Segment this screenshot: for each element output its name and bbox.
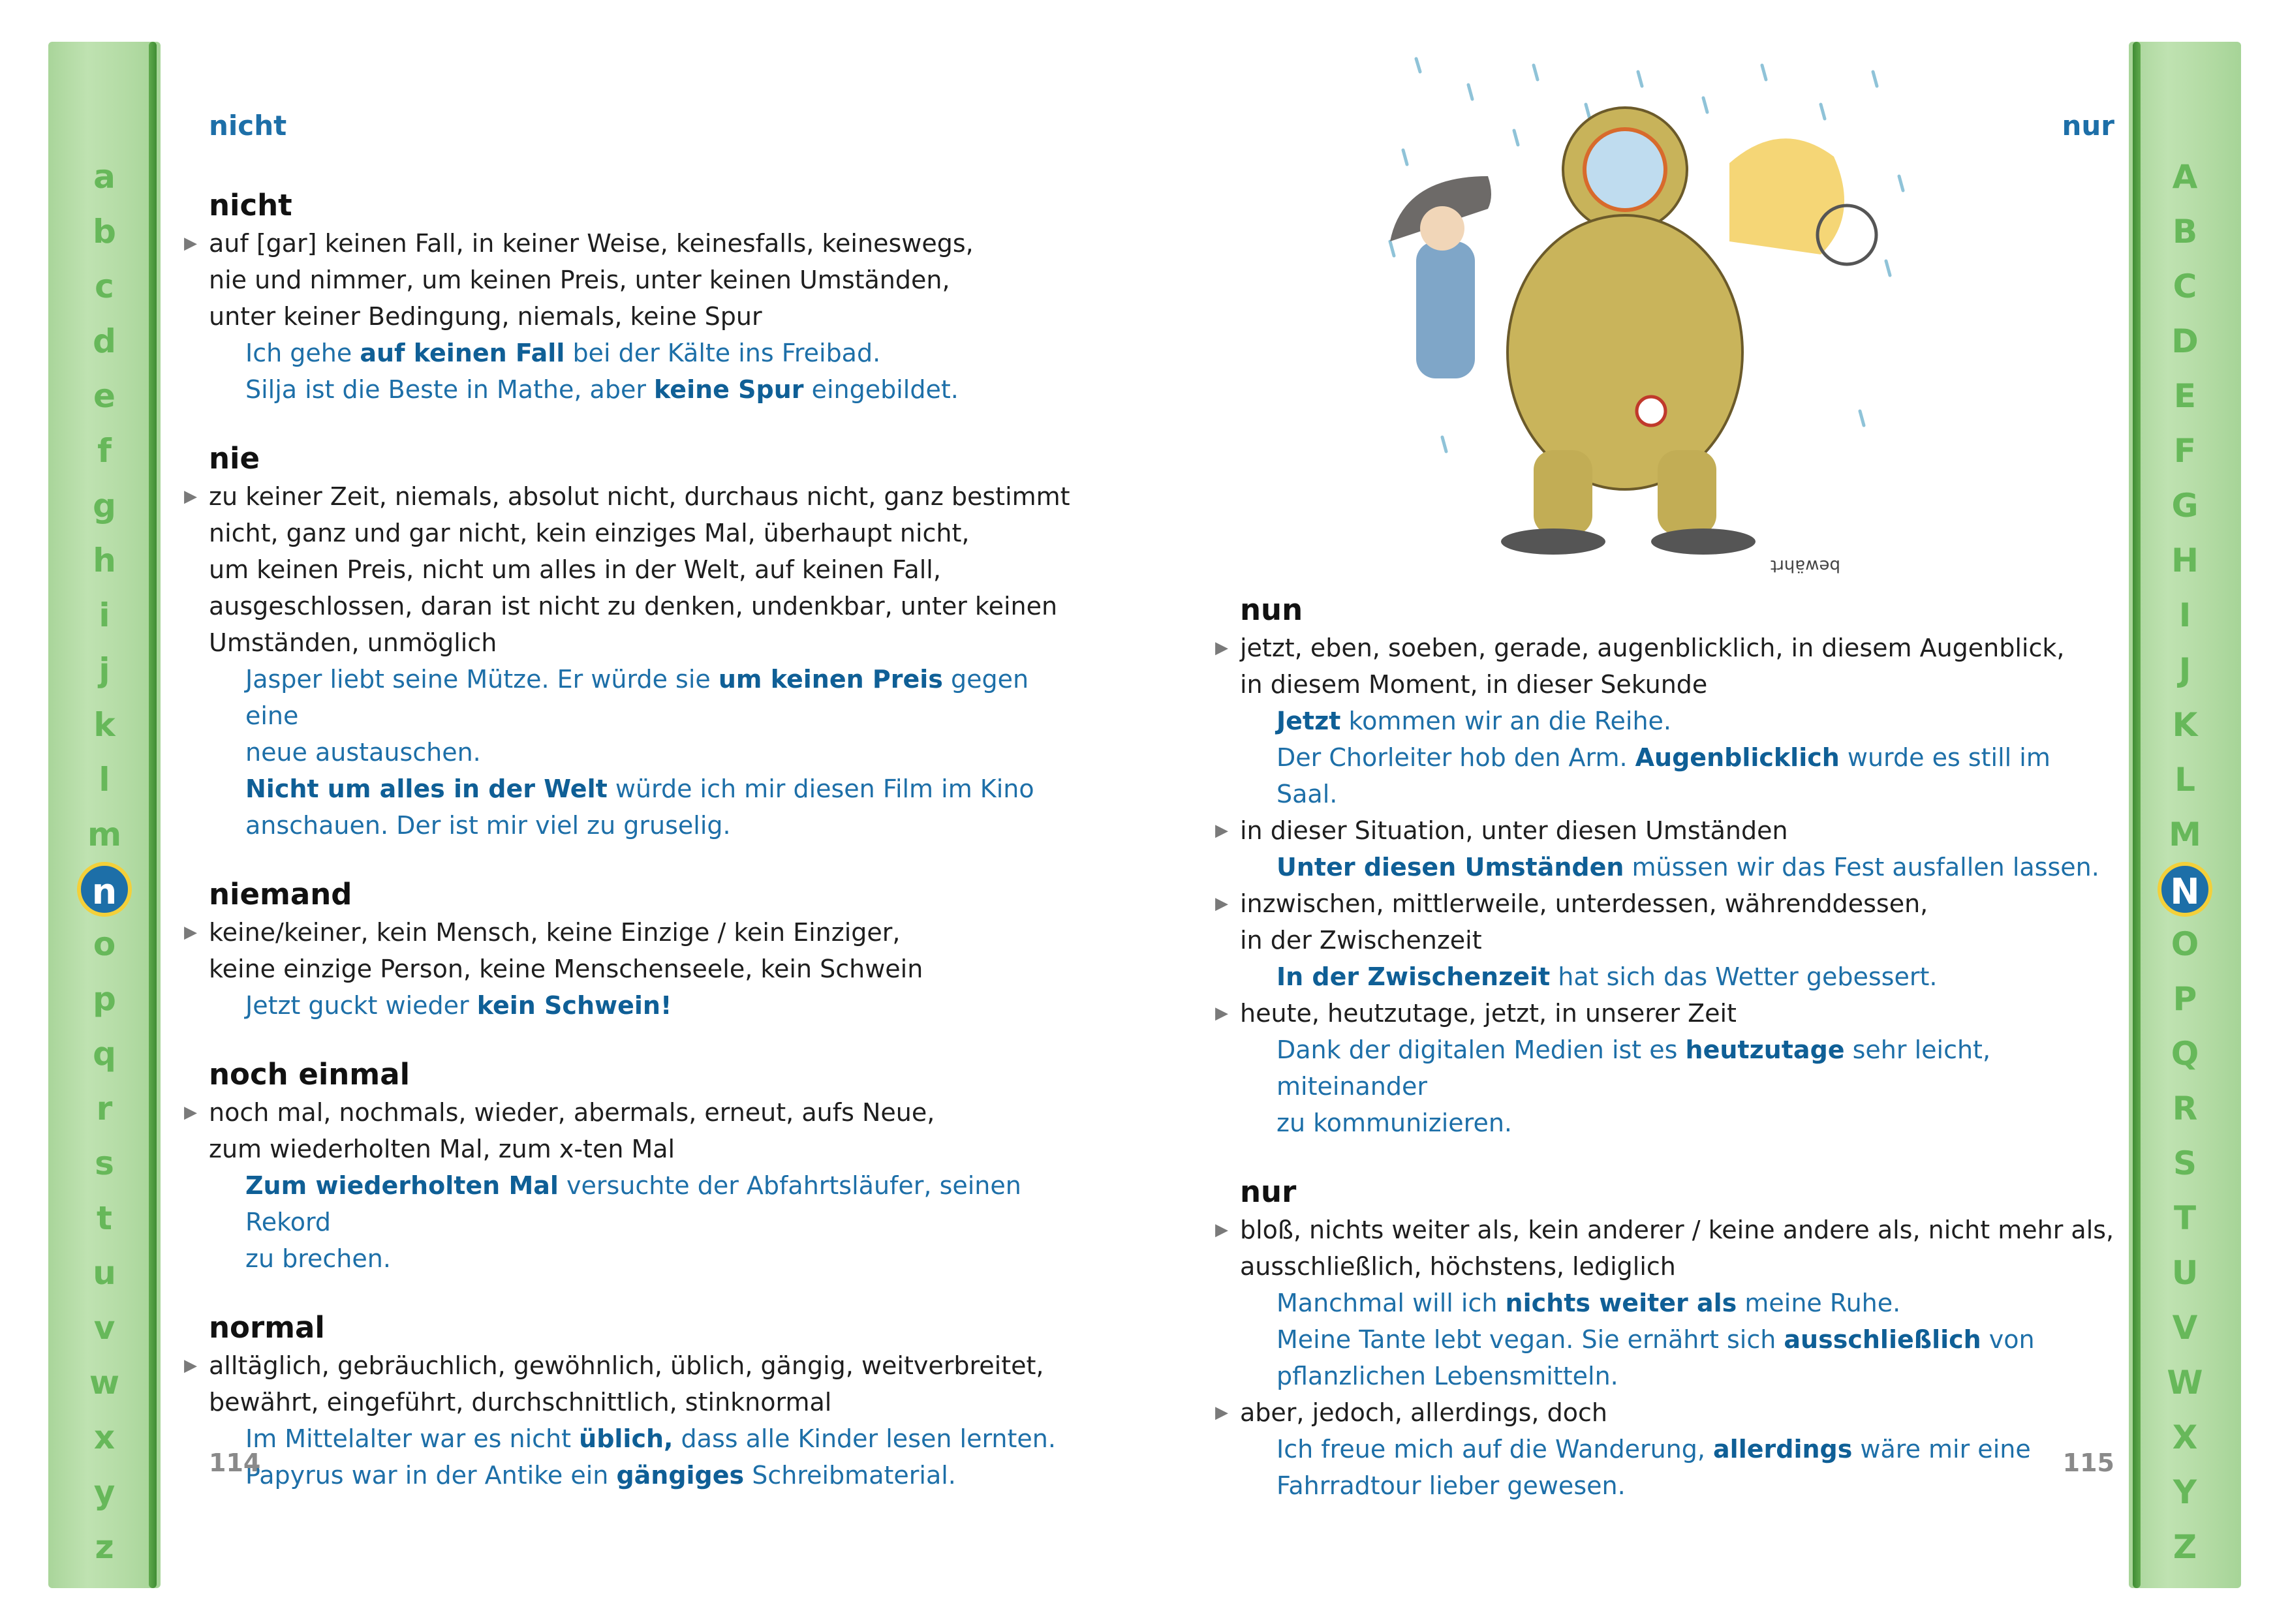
letter-label: b (93, 213, 116, 251)
synonym-text: nie und nimmer, um keinen Preis, unter keinen Umständen, (209, 266, 950, 294)
right-letter-v[interactable] (2149, 1300, 2221, 1355)
example-highlight: heutzutage (1685, 1035, 1845, 1064)
letter-label: Z (2173, 1528, 2197, 1566)
letter-label: Y (2173, 1473, 2197, 1511)
letter-label: j (99, 651, 110, 689)
example-text: hat sich das Wetter gebessert. (1550, 962, 1938, 991)
umbrella-child (1390, 176, 1491, 378)
synonym-line (184, 1347, 1070, 1384)
example-highlight: Unter diesen Umständen (1277, 853, 1624, 881)
example-sentence (1240, 1467, 2114, 1504)
left-letter-x[interactable] (69, 1410, 140, 1465)
example-highlight: Augenblicklich (1635, 743, 1840, 772)
example-highlight: gängiges (616, 1461, 745, 1490)
running-head: nur (2062, 110, 2114, 142)
letter-label: C (2173, 268, 2197, 305)
left-letter-n[interactable] (69, 862, 140, 917)
example-sentence (1240, 1032, 2114, 1105)
letter-label: V (2172, 1309, 2198, 1347)
example-text: Im Mittelalter war es nicht (245, 1424, 580, 1453)
letter-label: c (95, 268, 114, 305)
letter-label: R (2172, 1090, 2198, 1127)
example-highlight: keine Spur (654, 375, 804, 404)
letter-label: q (93, 1035, 116, 1073)
synonym-text: nicht, ganz und gar nicht, kein einziges Mal, überhaupt nicht, (209, 519, 970, 547)
synonym-text: zum wiederholten Mal, zum x-ten Mal (209, 1135, 675, 1163)
example-sentence (1240, 703, 2114, 739)
example-text: dass alle Kinder lesen lernten. (673, 1424, 1056, 1453)
synonym-line (1215, 812, 2114, 849)
bullet-triangle-icon: ▶ (1215, 1004, 1228, 1023)
left-letter-k[interactable] (69, 697, 140, 752)
example-text: würde ich mir diesen Film im Kino (607, 774, 1034, 803)
right-letter-k[interactable] (2149, 697, 2221, 752)
synonym-line (184, 225, 1070, 262)
entry-list (184, 186, 1070, 1525)
right-letter-o[interactable] (2149, 917, 2221, 972)
right-letter-q[interactable] (2149, 1026, 2221, 1081)
right-letter-g[interactable] (2149, 478, 2221, 533)
example-text: zu brechen. (245, 1244, 391, 1273)
right-letter-z[interactable] (2149, 1520, 2221, 1574)
synonym-line (1215, 630, 2114, 666)
diver-suit-figure (1501, 108, 1756, 555)
bullet-triangle-icon: ▶ (184, 1356, 197, 1375)
letter-label: y (93, 1473, 116, 1511)
letter-label: L (2174, 761, 2195, 799)
letter-label: w (89, 1364, 120, 1402)
letter-label: S (2173, 1144, 2197, 1182)
example-text: Manchmal will ich (1277, 1289, 1506, 1317)
bullet-triangle-icon: ▶ (1215, 1403, 1228, 1422)
letter-label: U (2171, 1254, 2199, 1292)
left-letter-t[interactable] (69, 1191, 140, 1246)
right-letter-s[interactable] (2149, 1136, 2221, 1191)
example-sentence (209, 1240, 1070, 1277)
example-text: Silja ist die Beste in Mathe, aber (245, 375, 655, 404)
synonym-line (1240, 666, 2114, 703)
right-letter-h[interactable] (2149, 533, 2221, 588)
left-letter-q[interactable] (69, 1026, 140, 1081)
bullet-triangle-icon: ▶ (184, 1103, 197, 1122)
example-text: Papyrus war in der Antike ein (245, 1461, 617, 1490)
left-letter-u[interactable] (69, 1246, 140, 1300)
example-text: kommen wir an die Reihe. (1340, 707, 1672, 735)
synonym-line (209, 262, 1070, 298)
synonym-line (1215, 1212, 2114, 1248)
synonym-line (209, 1384, 1070, 1420)
example-text: versuchte der Abfahrtsläufer, seinen Rekord (245, 1171, 1021, 1236)
synonym-text: keine/keiner, kein Mensch, keine Einzige / kein Einziger, (209, 918, 901, 947)
entry (1215, 1172, 2114, 1504)
example-text: wäre mir eine (1852, 1435, 2031, 1463)
running-head: nicht (209, 110, 287, 142)
synonym-line (209, 551, 1070, 588)
right-letter-c[interactable] (2149, 259, 2221, 314)
alphabet-tab-left (48, 42, 161, 1588)
example-highlight: Nicht um alles in der Welt (245, 774, 608, 803)
synonym-text: in dieser Situation, unter diesen Umständen (1240, 816, 1788, 845)
synonym-text: in der Zwischenzeit (1240, 926, 1482, 955)
example-text: Meine Tante lebt vegan. Sie ernährt sich (1277, 1325, 1784, 1354)
letter-label: h (93, 542, 116, 579)
example-text: meine Ruhe. (1737, 1289, 1901, 1317)
right-letter-e[interactable] (2149, 369, 2221, 423)
example-text: gegen eine (245, 665, 1029, 730)
illustration (1364, 46, 1925, 581)
synonym-line (209, 1131, 1070, 1167)
example-text: Ich gehe (245, 339, 360, 367)
example-sentence (209, 1167, 1070, 1240)
entry (184, 186, 1070, 408)
example-sentence (209, 661, 1070, 734)
example-highlight: In der Zwischenzeit (1277, 962, 1551, 991)
synonym-text: alltäglich, gebräuchlich, gewöhnlich, üblich, gängig, weitverbreitet, (209, 1351, 1044, 1380)
right-letter-f[interactable] (2149, 423, 2221, 478)
letter-label: s (95, 1144, 114, 1182)
left-letter-i[interactable] (69, 588, 140, 643)
example-sentence (1240, 1358, 2114, 1394)
letter-label: p (93, 980, 116, 1018)
left-letter-j[interactable] (69, 643, 140, 697)
right-letter-l[interactable] (2149, 752, 2221, 807)
example-text: Jasper liebt seine Mütze. Er würde sie (245, 665, 719, 694)
bullet-triangle-icon: ▶ (184, 923, 197, 942)
example-text: pflanzlichen Lebensmitteln. (1277, 1362, 1618, 1390)
letter-label: m (87, 816, 122, 853)
left-letter-d[interactable] (69, 314, 140, 369)
right-letter-x[interactable] (2149, 1410, 2221, 1465)
page-number: 114 (209, 1448, 261, 1477)
example-sentence (1240, 849, 2114, 885)
synonym-line (209, 624, 1070, 661)
letter-label: X (2172, 1418, 2198, 1456)
synonym-text: Umständen, unmöglich (209, 628, 497, 657)
example-text: neue austauschen. (245, 738, 481, 767)
right-letter-i[interactable] (2149, 588, 2221, 643)
letter-label: K (2172, 706, 2198, 744)
letter-label: o (93, 925, 116, 963)
example-text: müssen wir das Fest ausfallen lassen. (1624, 853, 2099, 881)
left-letter-m[interactable] (69, 807, 140, 862)
synonym-line (1240, 922, 2114, 958)
letter-label: B (2172, 213, 2198, 251)
bullet-triangle-icon: ▶ (1215, 638, 1228, 658)
example-sentence (1240, 1431, 2114, 1467)
synonym-line (209, 298, 1070, 335)
example-highlight: üblich, (579, 1424, 673, 1453)
letter-label: l (99, 761, 110, 799)
headword: nicht (209, 188, 292, 222)
example-text: Der Chorleiter hob den Arm. (1277, 743, 1635, 772)
bullet-triangle-icon: ▶ (184, 234, 197, 253)
synonym-text: noch mal, nochmals, wieder, abermals, erneut, aufs Neue, (209, 1098, 935, 1127)
headword: noch einmal (209, 1057, 410, 1092)
bullet-triangle-icon: ▶ (184, 487, 197, 506)
headword: normal (209, 1310, 325, 1345)
left-letter-h[interactable] (69, 533, 140, 588)
synonym-text: ausgeschlossen, daran ist nicht zu denken, undenkbar, unter keinen (209, 592, 1058, 620)
letter-label: g (93, 487, 116, 525)
example-highlight: nichts weiter als (1505, 1289, 1737, 1317)
entry-list (1215, 590, 2114, 1535)
right-letter-d[interactable] (2149, 314, 2221, 369)
left-letter-y[interactable] (69, 1465, 140, 1520)
right-letter-j[interactable] (2149, 643, 2221, 697)
headword: nur (1240, 1174, 1297, 1209)
letter-label: f (97, 432, 112, 470)
example-text: bei der Kälte ins Freibad. (565, 339, 881, 367)
letter-label: M (2169, 816, 2201, 853)
entry (184, 1055, 1070, 1277)
letter-label: v (93, 1309, 116, 1347)
left-letter-c[interactable] (69, 259, 140, 314)
example-highlight: ausschließlich (1784, 1325, 1981, 1354)
synonym-text: ausschließlich, höchstens, lediglich (1240, 1252, 1676, 1281)
right-letter-p[interactable] (2149, 972, 2221, 1026)
example-sentence (1240, 958, 2114, 995)
letter-label: x (93, 1418, 116, 1456)
synonym-line (209, 951, 1070, 987)
headword: niemand (209, 877, 352, 912)
example-sentence (209, 335, 1070, 371)
letter-label: A (2172, 158, 2198, 196)
left-letter-f[interactable] (69, 423, 140, 478)
right-letter-u[interactable] (2149, 1246, 2221, 1300)
letter-label: t (97, 1199, 112, 1237)
page-number: 115 (2062, 1448, 2114, 1477)
letter-label: H (2171, 542, 2199, 579)
example-text: Jetzt guckt wieder (245, 991, 477, 1020)
letter-label: F (2173, 432, 2197, 470)
example-sentence (209, 734, 1070, 771)
left-letter-e[interactable] (69, 369, 140, 423)
synonym-line (184, 914, 1070, 951)
right-letter-m[interactable] (2149, 807, 2221, 862)
example-text: zu kommunizieren. (1277, 1109, 1512, 1137)
synonym-text: keine einzige Person, keine Menschenseele, kein Schwein (209, 955, 923, 983)
left-letter-w[interactable] (69, 1355, 140, 1410)
synonym-text: jetzt, eben, soeben, gerade, augenblicklich, in diesem Augenblick, (1240, 634, 2065, 662)
example-sentence (209, 1420, 1070, 1457)
example-sentence (1240, 739, 2114, 812)
letter-label: d (93, 322, 116, 360)
right-letter-w[interactable] (2149, 1355, 2221, 1410)
example-text: anschauen. Der ist mir viel zu gruselig. (245, 811, 731, 840)
synonym-text: bewährt, eingeführt, durchschnittlich, stinknormal (209, 1388, 832, 1417)
synonym-line (1240, 1248, 2114, 1285)
synonym-text: inzwischen, mittlerweile, unterdessen, währenddessen, (1240, 889, 1928, 918)
synonym-text: auf [gar] keinen Fall, in keiner Weise, keinesfalls, keineswegs, (209, 229, 974, 258)
synonym-text: zu keiner Zeit, niemals, absolut nicht, durchaus nicht, ganz bestimmt (209, 482, 1070, 511)
letter-label: P (2173, 980, 2197, 1018)
bullet-triangle-icon: ▶ (1215, 1220, 1228, 1240)
right-letter-n[interactable] (2149, 862, 2221, 917)
left-letter-l[interactable] (69, 752, 140, 807)
letter-label: J (2178, 651, 2191, 689)
left-letter-v[interactable] (69, 1300, 140, 1355)
example-text: von (1981, 1325, 2035, 1354)
letter-label: G (2171, 487, 2199, 525)
synonym-line (1215, 1394, 2114, 1431)
synonym-line (1215, 885, 2114, 922)
illustration-caption: bewährt (1770, 556, 1840, 575)
example-sentence (209, 807, 1070, 844)
synonym-text: aber, jedoch, allerdings, doch (1240, 1398, 1607, 1427)
entry (184, 439, 1070, 844)
example-sentence (1240, 1105, 2114, 1141)
headword: nie (209, 441, 260, 476)
letter-label: O (2171, 925, 2199, 963)
example-highlight: allerdings (1713, 1435, 1853, 1463)
right-letter-y[interactable] (2149, 1465, 2221, 1520)
letter-label: W (2167, 1364, 2203, 1402)
letter-label: k (93, 706, 116, 744)
example-text: wurde es still im Saal. (1277, 743, 2050, 808)
example-sentence (1240, 1285, 2114, 1321)
example-sentence (209, 771, 1070, 807)
bullet-triangle-icon: ▶ (1215, 894, 1228, 913)
letter-label: T (2173, 1199, 2197, 1237)
letter-label: Q (2171, 1035, 2199, 1073)
letter-label: E (2173, 377, 2197, 415)
right-letter-a[interactable] (2149, 149, 2221, 204)
left-letter-a[interactable] (69, 149, 140, 204)
letter-label: N (2158, 862, 2212, 917)
example-highlight: um keinen Preis (718, 665, 943, 694)
letter-label: a (93, 158, 116, 196)
right-letter-r[interactable] (2149, 1081, 2221, 1136)
example-text: eingebildet. (803, 375, 959, 404)
synonym-text: um keinen Preis, nicht um alles in der Welt, auf keinen Fall, (209, 555, 941, 584)
letter-label: n (77, 862, 132, 917)
left-letter-r[interactable] (69, 1081, 140, 1136)
letter-label: z (95, 1528, 114, 1566)
example-sentence (209, 987, 1070, 1024)
synonym-text: unter keiner Bedingung, niemals, keine Spur (209, 302, 762, 331)
synonym-line (184, 478, 1070, 515)
synonym-line (209, 588, 1070, 624)
letter-label: e (93, 377, 116, 415)
example-text: Dank der digitalen Medien ist es (1277, 1035, 1686, 1064)
alphabet-letters-left (48, 149, 161, 1574)
left-letter-z[interactable] (69, 1520, 140, 1574)
synonym-line (184, 1094, 1070, 1131)
right-letter-t[interactable] (2149, 1191, 2221, 1246)
entry (1215, 590, 2114, 1141)
example-sentence (1240, 1321, 2114, 1358)
example-sentence (209, 371, 1070, 408)
letter-label: D (2171, 322, 2199, 360)
example-text: Ich freue mich auf die Wanderung, (1277, 1435, 1714, 1463)
example-text: Schreibmaterial. (744, 1461, 956, 1490)
synonym-text: in diesem Moment, in dieser Sekunde (1240, 670, 1708, 699)
entry (184, 1308, 1070, 1494)
example-highlight: Zum wiederholten Mal (245, 1171, 559, 1200)
alphabet-tab-right (2129, 42, 2241, 1588)
alphabet-letters-right (2129, 149, 2241, 1574)
example-highlight: Jetzt (1277, 707, 1341, 735)
bullet-triangle-icon: ▶ (1215, 821, 1228, 840)
letter-label: i (99, 596, 110, 634)
left-letter-p[interactable] (69, 972, 140, 1026)
synonym-line (209, 515, 1070, 551)
left-letter-s[interactable] (69, 1136, 140, 1191)
entry (184, 875, 1070, 1024)
left-letter-b[interactable] (69, 204, 140, 259)
example-text: Fahrradtour lieber gewesen. (1277, 1471, 1626, 1500)
example-highlight: kein Schwein! (476, 991, 672, 1020)
headword: nun (1240, 592, 1303, 627)
left-letter-g[interactable] (69, 478, 140, 533)
rain-cape-cyclist (1729, 138, 1876, 264)
letter-label: I (2178, 596, 2191, 634)
example-sentence (209, 1457, 1070, 1494)
right-letter-b[interactable] (2149, 204, 2221, 259)
synonym-line (1215, 995, 2114, 1032)
example-highlight: auf keinen Fall (360, 339, 565, 367)
synonym-text: bloß, nichts weiter als, kein anderer / keine andere als, nicht mehr als, (1240, 1216, 2114, 1244)
letter-label: u (93, 1254, 116, 1292)
letter-label: r (96, 1090, 113, 1127)
synonym-text: heute, heutzutage, jetzt, in unserer Zeit (1240, 999, 1737, 1028)
example-text: sehr leicht, miteinander (1277, 1035, 1991, 1101)
left-letter-o[interactable] (69, 917, 140, 972)
